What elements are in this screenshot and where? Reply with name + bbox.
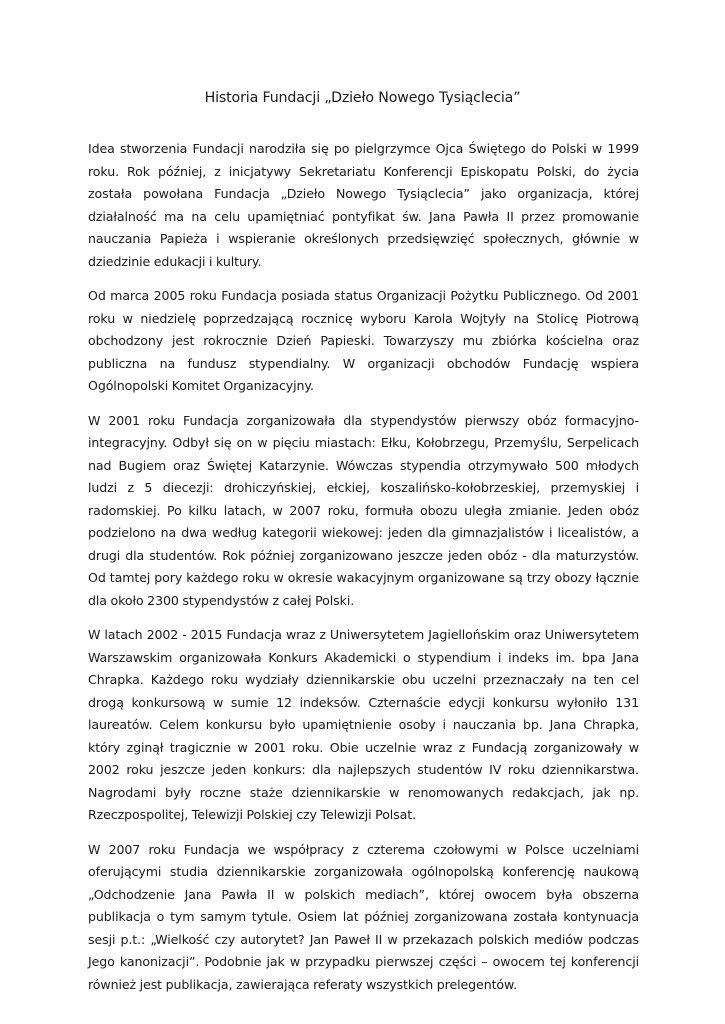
paragraph: W 2001 roku Fundacja zorganizowała dla stypendystów pierwszy obóz formacyjno-integracyjny. Odbył się on w pięciu miastach: Ełku, Kołobrzegu, Przemyślu, Serpelicach nad Bugiem oraz Świętej Katarzynie. Wówczas stypendia otrzymywało 500 młodych ludzi z 5 diecezji: drohiczyńskiej, ełckiej, koszalińsko-kołobrzeskiej, przemyskiej i radomskiej. Po kilku latach, w 2007 roku, formuła obozu uległa zmianie. Jeden obóz podzielono na dwa według kategorii wiekowej: jeden dla gimnazjalistów i licealistów, a drugi dla studentów. Rok później zorganizowano jeszcze jeden obóz - dla maturzystów. Od tamtej pory każdego roku w okresie wakacyjnym organizowane są trzy obozy łącznie dla około 2300 stypendystów z całej Polski.	[88, 412, 639, 608]
paragraph: Idea stworzenia Fundacji narodziła się po pielgrzymce Ojca Świętego do Polski w 1999 roku. Rok później, z inicjatywy Sekretariatu Konferencji Episkopatu Polski, do życia została powołana Fundacja „Dzieło Nowego Tysiąclecia” jako organizacja, której działalność ma na celu upamiętniać pontyfikat św. Jana Pawła II przez promowanie nauczania Papieża i wspieranie określonych przedsięwzięć społecznych, głównie w dziedzinie edukacji i kultury.	[88, 141, 639, 269]
paragraph: Od marca 2005 roku Fundacja posiada status Organizacji Pożytku Publicznego. Od 2001 roku w niedzielę poprzedzającą rocznicę wyboru Karola Wojtyły na Stolicę Piotrową obchodzony jest rokrocznie Dzień Papieski. Towarzyszy mu zbiórka kościelna oraz publiczna na fundusz stypendialny. W organizacji obchodów Fundację wspiera Ogólnopolski Komitet Organizacyjny.	[88, 288, 639, 393]
document-title: Historia Fundacji „Dzieło Nowego Tysiąclecia”	[204, 90, 521, 106]
paragraph: W 2007 roku Fundacja we współpracy z czterema czołowymi w Polsce uczelniami oferującymi studia dziennikarskie zorganizowała ogólnopolską konferencję naukową „Odchodzenie Jana Pawła II w polskich mediach”, której owocem była obszerna publikacja o tym samym tytule. Osiem lat później zorganizowana została kontynuacja sesji p.t.: „Wielkość czy autorytet? Jan Paweł II w przekazach polskich mediów podczas Jego kanonizacji”. Podobnie jak w przypadku pierwszej części – owocem tej konferencji również jest publikacja, zawierająca referaty wszystkich prelegentów.	[88, 841, 639, 992]
paragraph: W latach 2002 - 2015 Fundacja wraz z Uniwersytetem Jagiellońskim oraz Uniwersytetem Warszawskim organizowała Konkurs Akademicki o stypendium i indeks im. bpa Jana Chrapka. Każdego roku wydziały dziennikarskie obu uczelni przeznaczały na ten cel drogą konkursową w sumie 12 indeksów. Czternaście edycji konkursu wyłoniło 131 laureatów. Celem konkursu było upamiętnienie osoby i nauczania bp. Jana Chrapka, który zginął tragicznie w 2001 roku. Obie uczelnie wraz z Fundacją zorganizowały w 2002 roku jeszcze jeden konkurs: dla najlepszych studentów IV roku dziennikarstwa. Nagrodami były roczne staże dziennikarskie w renomowanych redakcjach, jak np. Rzeczpospolitej, Telewizji Polskiej czy Telewizji Polsat.	[88, 627, 639, 822]
document-body	[88, 138, 639, 1008]
